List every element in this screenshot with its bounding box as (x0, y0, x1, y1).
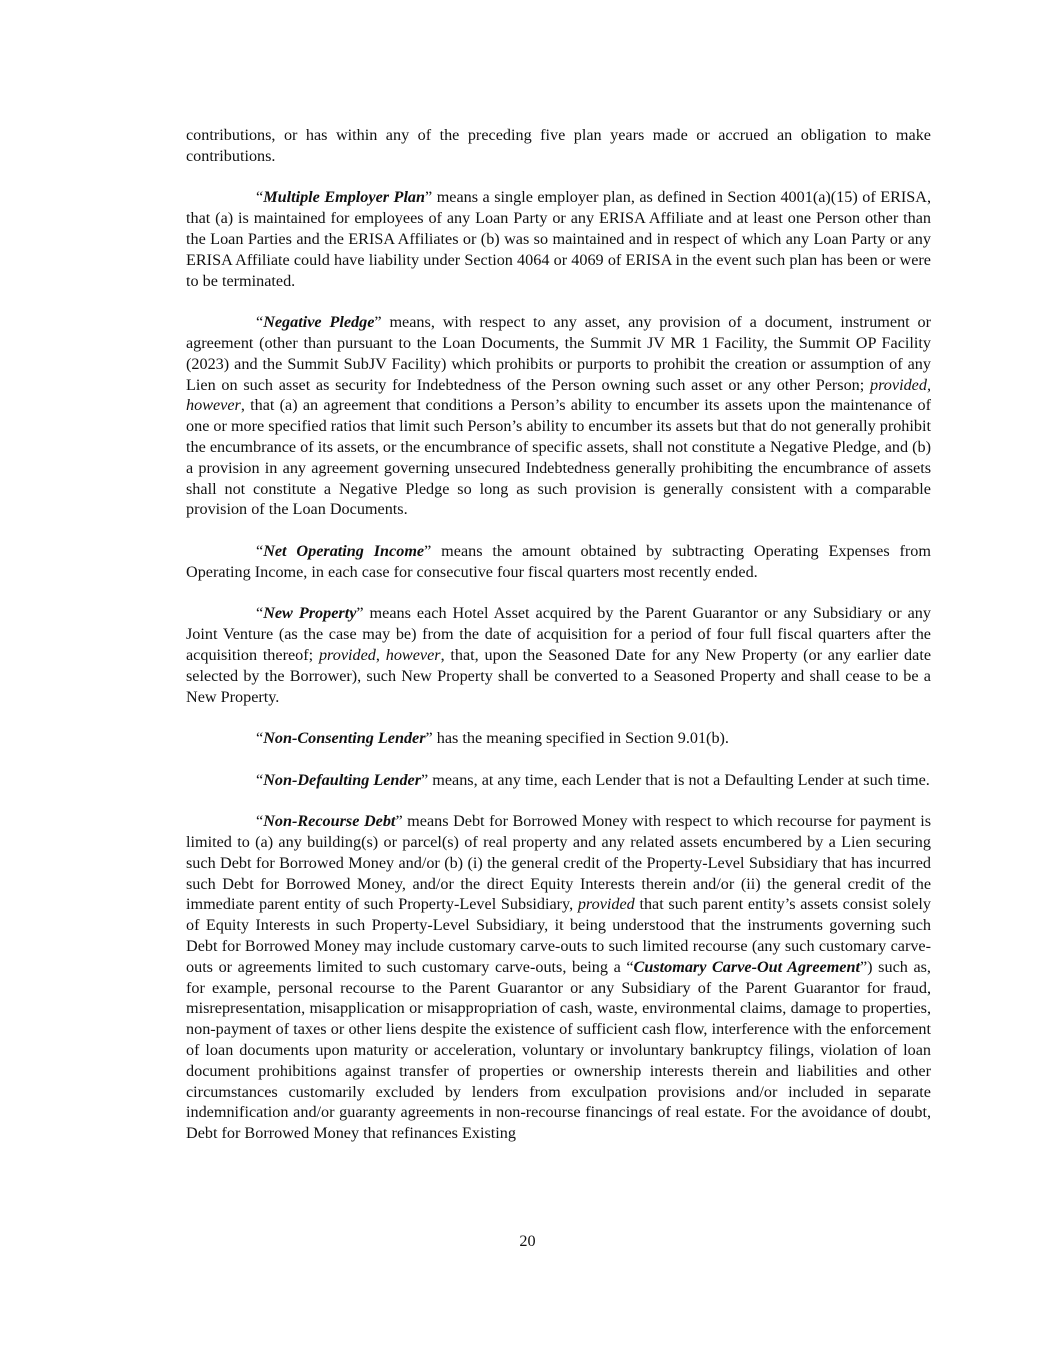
separator: , (375, 645, 386, 664)
page-number: 20 (519, 1232, 536, 1250)
defined-term-inline: Customary Carve-Out Agreement (633, 957, 860, 976)
definition-text: means Debt for Borrowed Money with respect to which recourse for payment is limited to (a) any building(s) or parcel(s) of real property and any related assets encumbered by a Lien securing such Debt for Borrowed Money and/or (b) (i) the general credit of the Property-Level Subsidiary that has incurred such Debt for Borrowed Money, and/or the direct Equity Interests therein and/or (ii) the general credit of the immediate parent entity of such Property-Level Subsidiary, (186, 812, 931, 914)
definition-non-defaulting-lender: “Non-Defaulting Lender” means, at any time, each Lender that is not a Defaulting Lender at such time. (256, 770, 930, 789)
definition-text: means a single employer plan, as defined in Section 4001(a)(15) of ERISA, that (a) is maintained for employees of any Loan Party or any ERISA Affiliate and at least one Person other than the Loan Parties and the ERISA Affiliates or (b) was so maintained and in respect of which any Loan Party or any ERISA Affiliate could have liability under Section 4064 or 4069 of ERISA in the event such plan has been or were to be terminated. (186, 188, 932, 290)
continuation-paragraph: contributions, or has within any of the preceding five plan years made or accrued an obligation to make contributions. (186, 126, 931, 165)
defined-term: Non-Recourse Debt (263, 812, 396, 831)
definition-text: means each Hotel Asset acquired by the Parent Guarantor or any Subsidiary or any Joint Venture (as the case may be) from the date of acquisition for a period of four full fiscal quarters after the acquisition thereof; (186, 604, 931, 664)
definition-text: means, with respect to any asset, any provision of a document, instrument or agreement (other than pursuant to the Loan Documents, the Summit JV MR 1 Facility, the Summit OP Facility (2023) and the Summit SubJV Facility) which prohibits or purports to prohibit the creation or assumption of any Lien on such asset as security for Indebtedness of the Person owning such asset or any other Person; (186, 313, 931, 394)
definition-text: , that (a) an agreement that conditions a Person’s ability to encumber its assets upon the maintenance of one or more specified ratios that limit such Person’s ability to encumber its assets but that do not generally prohibit the encumbrance of its assets, or the encumbrance of specific assets, shall not constitute a Negative Pledge, and (b) a provision in any agreement governing unsecured Indebtedness generally prohibiting the encumbrance of assets shall not constitute a Negative Pledge so long as such provision is generally consistent with a comparable provision of the Loan Documents. (186, 396, 931, 519)
italic-proviso: however (385, 645, 441, 664)
italic-proviso: provided (577, 895, 635, 914)
definition-non-consenting-lender: “Non-Consenting Lender” has the meaning specified in Section 9.01(b). (256, 729, 729, 748)
defined-term: Negative Pledge (263, 313, 375, 332)
definition-new-property: “New Property” means each Hotel Asset acquired by the Parent Guarantor or any Subsidiary or any Joint Venture (as the case may be) from the date of acquisition for a period of four full fiscal quarters after the acquisition thereof; provided, however, that, upon the Seasoned Date for any New Property (or any earlier date selected by the Borrower), such New Property shall be converted to a Seasoned Property and shall cease to be a New Property. (186, 604, 932, 706)
defined-term: Non-Defaulting Lender (263, 770, 422, 789)
defined-term: New Property (263, 604, 357, 623)
definition-net-operating-income: “Net Operating Income” means the amount obtained by subtracting Operating Expenses from Operating Income, in each case for consecutive four fiscal quarters most recently ended. (186, 541, 931, 581)
definition-text: means, at any time, each Lender that is not a Defaulting Lender at such time. (428, 770, 930, 789)
document-page (186, 125, 931, 1165)
defined-term: Net Operating Income (263, 541, 425, 560)
definition-text: that such parent entity’s assets consist solely of Equity Interests in such Property-Level Subsidiary, it being understood that the instruments governing such Debt for Borrowed Money may include customary carve-outs to such limited recourse (any such customary carve-outs or agreements limited to such customary carve-outs, being a “ (186, 895, 931, 976)
definition-text: means the amount obtained by subtracting Operating Expenses from Operating Income, in each case for consecutive four fiscal quarters most recently ended. (186, 541, 931, 581)
definition-text: ”) such as, for example, personal recourse to the Parent Guarantor or any Subsidiary of the Parent Guarantor for fraud, misrepresentation, misapplication or misappropriation of cash, waste, environmental claims, damage to properties, non-payment of taxes or other liens despite the existence of sufficient cash flow, interference with the enforcement of loan documents upon maturity or acceleration, voluntary or involuntary bankruptcy filings, violation of loan document prohibitions against transfer of properties or ownership interests therein and liabilities and other circumstances customarily excluded by lenders from exculpation provisions and/or included in separate indemnification and/or guaranty agreements in non-recourse financings of real estate. For the avoidance of doubt, Debt for Borrowed Money that refinances Existing (186, 957, 931, 1143)
definition-multiple-employer-plan: “Multiple Employer Plan” means a single employer plan, as defined in Section 4001(a)(15) of ERISA, that (a) is maintained for employees of any Loan Party or any ERISA Affiliate and at least one Person other than the Loan Parties and the ERISA Affiliates or (b) was so maintained and in respect of which any Loan Party or any ERISA Affiliate could have liability under Section 4064 or 4069 of ERISA in the event such plan has been or were to be terminated. (186, 188, 932, 290)
defined-term: Non-Consenting Lender (263, 729, 426, 748)
defined-term: Multiple Employer Plan (263, 188, 426, 207)
definition-text: has the meaning specified in Section 9.01(b). (432, 729, 729, 748)
italic-proviso: provided, however (186, 375, 931, 415)
definition-non-recourse-debt: “Non-Recourse Debt” means Debt for Borrowed Money with respect to which recourse for payment is limited to (a) any building(s) or parcel(s) of real property and any related assets encumbered by a Lien securing such Debt for Borrowed Money and/or (b) (i) the general credit of the Property-Level Subsidiary that has incurred such Debt for Borrowed Money, and/or the direct Equity Interests therein and/or (ii) the general credit of the immediate parent entity of such Property-Level Subsidiary, provided that such parent entity’s assets consist solely of Equity Interests in such Property-Level Subsidiary, it being understood that the instruments governing such Debt for Borrowed Money may include customary carve-outs to such limited recourse (any such customary carve-outs or agreements limited to such customary carve-outs, being a “Customary Carve-Out Agreement”) such as, for example, personal recourse to the Parent Guarantor or any Subsidiary of the Parent Guarantor for fraud, misrepresentation, misapplication or misappropriation of cash, waste, environmental claims, damage to properties, non-payment of taxes or other liens despite the existence of sufficient cash flow, interference with the enforcement of loan documents upon maturity or acceleration, voluntary or involuntary bankruptcy filings, violation of loan document prohibitions against transfer of properties or ownership interests therein and liabilities and other circumstances customarily excluded by lenders from exculpation provisions and/or included in separate indemnification and/or guaranty agreements in non-recourse financings of real estate. For the avoidance of doubt, Debt for Borrowed Money that refinances Existing (186, 812, 931, 1143)
definition-text: , that, upon the Seasoned Date for any New Property (or any earlier date selected by the Borrower), such New Property shall be converted to a Seasoned Property and shall cease to be a New Property. (186, 645, 932, 706)
italic-proviso: provided (318, 645, 376, 664)
definition-negative-pledge: “Negative Pledge” means, with respect to any asset, any provision of a document, instrument or agreement (other than pursuant to the Loan Documents, the Summit JV MR 1 Facility, the Summit OP Facility (2023) and the Summit SubJV Facility) which prohibits or purports to prohibit the creation or assumption of any Lien on such asset as security for Indebtedness of the Person owning such asset or any other Person; provided, however, that (a) an agreement that conditions a Person’s ability to encumber its assets upon the maintenance of one or more specified ratios that limit such Person’s ability to encumber its assets but that do not generally prohibit the encumbrance of its assets, or the encumbrance of specific assets, shall not constitute a Negative Pledge, and (b) a provision in any agreement governing unsecured Indebtedness generally prohibiting the encumbrance of assets shall not constitute a Negative Pledge so long as such provision is generally consistent with a comparable provision of the Loan Documents. (186, 313, 931, 519)
